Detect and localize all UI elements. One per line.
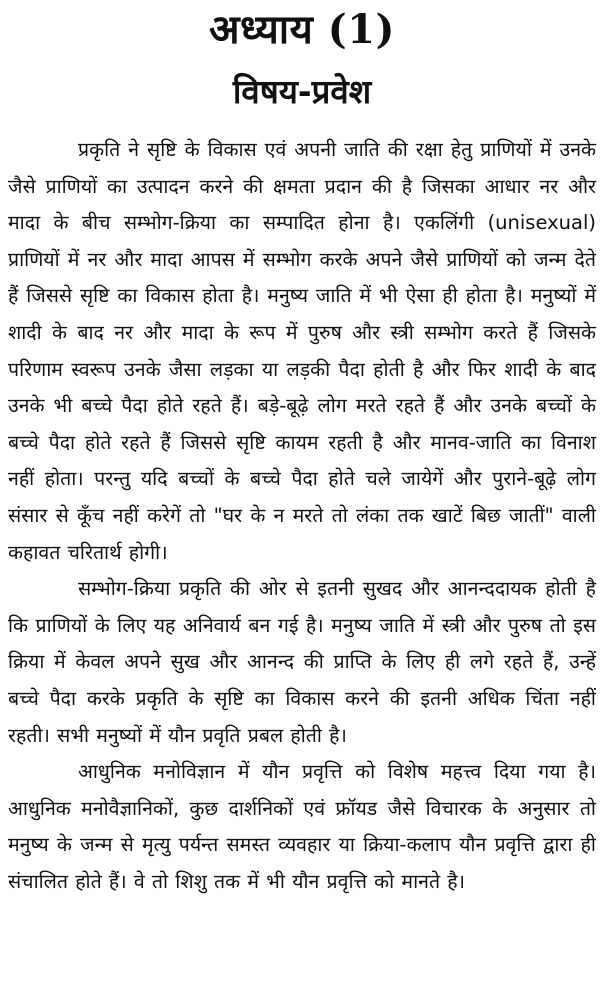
chapter-title: अध्याय (1) <box>209 6 395 53</box>
paragraph-2: सम्भोग-क्रिया प्रकृति की ओर से इतनी सुखद और आनन्ददायक होती है कि प्राणियों के लिए यह अनिवार्य बन गई है। मनुष्य जाति में स्त्री और पुरुष तो इस क्रिया में केवल अपने सुख और आनन्द की प्राप्ति के लिए ही लगे रहते हैं, उन्हें बच्चे पैदा करके प्रकृति के सृष्टि का विकास करने की इतनी अधिक चिंता नहीं रहती। सभी मनुष्यों में यौन प्रवृति प्रबल होती है। <box>8 577 596 747</box>
paragraph-3: आधुनिक मनोविज्ञान में यौन प्रवृत्ति को विशेष महत्त्व दिया गया है। आधुनिक मनोवैज्ञानिकों, कुछ दार्शनिकों एवं फ्रॉयड जैसे विचारक के अनुसार तो मनुष्य के जन्म से मृत्यु पर्यन्त समस्त व्यवहार या क्रिया-कलाप यौन प्रवृत्ति द्वारा ही संचालित होते हैं। वे तो शिशु तक में भी यौन प्रवृत्ति को मानते है। <box>8 760 596 893</box>
paragraph-1: प्रकृति ने सृष्टि के विकास एवं अपनी जाति की रक्षा हेतु प्राणियों में उनके जैसे प्राणियों का उत्पादन करने की क्षमता प्रदान की है जिसका आधार नर और मादा के बीच सम्भोग-क्रिया का सम्पादित होना है। एकलिंगी (unisexual) प्राणियों में नर और मादा आपस में सम्भोग करके अपने जैसे प्राणियों को जन्म देते हैं जिससे सृष्टि का विकास होता है। मनुष्य जाति में भी ऐसा ही होता है। मनुष्यों में शादी के बाद नर और मादा के रूप में पुरुष और स्त्री सम्भोग करते हैं जिसके परिणाम स्वरूप उनके जैसा लड़का या लड़की पैदा होती है और फिर शादी के बाद उनके भी बच्चे पैदा होते रहते हैं। बड़े-बूढ़े लोग मरते रहते हैं और उनके बच्चों के बच्चे पैदा होते रहते हैं जिससे सृष्टि कायम रहती है और मानव-जाति का विनाश नहीं होता। परन्तु यदि बच्चों के बच्चे पैदा होते चले जायेगें और पुराने-बूढ़े लोग संसार से कूँच नहीं करेगें तो "घर के न मरते तो लंका तक खाटें बिछ जातीं" वाली कहावत चरितार्थ होगी। <box>8 138 596 564</box>
body-text <box>8 132 596 900</box>
section-title: विषय-प्रवेश <box>232 72 372 111</box>
